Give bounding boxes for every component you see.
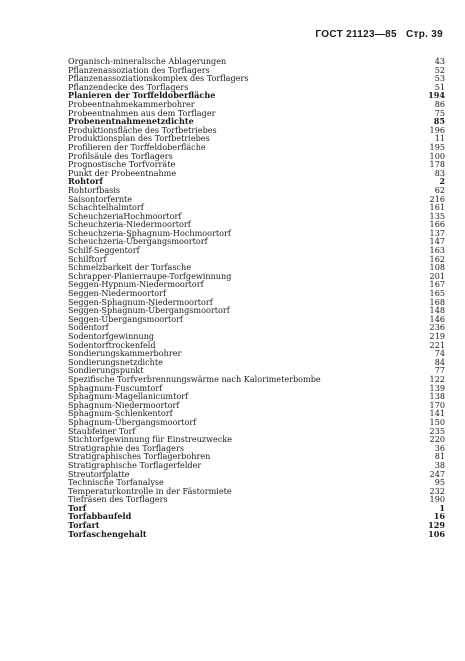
index-page-number: 161 [429, 202, 445, 213]
index-page-number: 141 [429, 408, 445, 419]
index-page-number: 178 [429, 159, 445, 170]
index-page-number: 137 [429, 227, 445, 238]
index-page-number: 53 [434, 73, 445, 84]
index-page-number: 81 [434, 451, 445, 462]
index-page-number: 135 [429, 210, 445, 221]
index-term: Scheuchzeria-Niedermoortorf [68, 219, 191, 230]
index-page-number: 38 [434, 459, 445, 470]
index-page-number: 85 [433, 116, 445, 127]
index-term: Staubfeiner Torf [68, 425, 136, 436]
index-page-number: 74 [434, 348, 445, 359]
index-term: Torfaschengehalt [68, 528, 147, 539]
index-page-number: 162 [429, 253, 445, 264]
index-page-number: 62 [434, 184, 445, 195]
index-term: Planieren der Torffeldoberfläche [68, 90, 216, 101]
term-index [68, 57, 445, 538]
index-entry [68, 246, 445, 255]
index-entry [68, 530, 445, 539]
index-term: Sondierungskammerbohrer [68, 348, 182, 359]
index-entry [68, 177, 445, 186]
index-term: Probeentnahmekammerbohrer [68, 98, 195, 109]
index-page-number: 75 [434, 107, 445, 118]
index-term: Seggen-Übergangsmoortorf [68, 313, 183, 324]
index-term: Pflanzenassoziationskomplex des Torflagers [68, 73, 249, 84]
index-page-number: 170 [429, 399, 445, 410]
index-term: Stratigraphisches Torflagerbohren [68, 451, 211, 462]
index-term: Sondierungspunkt [68, 365, 144, 376]
index-entry [68, 512, 445, 521]
index-term: Stratigraphische Torflagerfelder [68, 459, 202, 470]
page-number: Стр. 39 [405, 29, 443, 40]
index-page-number: 11 [434, 133, 445, 144]
index-term: Torfart [68, 520, 100, 531]
index-page-number: 168 [429, 296, 445, 307]
standard-number: ГОСТ 21123—85 [315, 29, 397, 40]
index-term: Tiefräsen des Torflagers [68, 494, 168, 505]
index-term: Probenentnahmenetzdichte [68, 116, 194, 127]
index-page-number: 16 [433, 511, 445, 522]
index-page-number: 36 [434, 442, 445, 453]
index-term: Stratigraphie des Torflagers [68, 442, 184, 453]
index-term: Schachtelhalmtorf [68, 202, 144, 213]
index-term: Seggen-Hypnum-Niedermoortorf [68, 279, 204, 290]
index-page-number: 1 [439, 502, 445, 513]
index-page-number: 148 [429, 305, 445, 316]
index-term: Probeentnahmen aus dem Torflager [68, 107, 216, 118]
index-term: Sphagnum-Magellanicumtorf [68, 391, 189, 402]
index-term: Stichtorfgewinnung für Einstreuzwecke [68, 434, 233, 445]
index-term: Scheuchzeria-Übergangsmoortorf [68, 236, 208, 247]
index-page-number: 196 [429, 124, 445, 135]
index-page-number: 95 [434, 477, 445, 488]
index-term: Profilsäule des Torflagers [68, 150, 173, 161]
index-page-number: 166 [429, 219, 445, 230]
index-term: Sodentorfgewinnung [68, 331, 155, 341]
index-term: Schrapper-Planierraupe-Torfgewinnung [68, 270, 232, 281]
index-term: Rohtorfbasis [68, 184, 121, 195]
index-term: Seggen-Niedermoortorf [68, 288, 167, 299]
index-page-number: 139 [429, 382, 445, 393]
index-page-number: 235 [429, 425, 445, 436]
index-term: Seggen-Sphagnum-Übergangsmoortorf [68, 305, 230, 316]
index-page-number: 106 [428, 528, 445, 539]
index-page-number: 52 [434, 64, 445, 75]
index-page-number: 190 [429, 494, 445, 505]
index-page-number: 163 [429, 245, 445, 256]
index-term: Schmelzbarkeit der Torfasche [68, 262, 192, 273]
index-term: Organisch-mineralische Ablagerungen [68, 56, 227, 66]
index-term: Saisontorfernte [68, 193, 133, 204]
index-page-number: 138 [429, 391, 445, 402]
index-term: Pflanzendecke des Torflagers [68, 81, 189, 92]
index-page-number: 77 [434, 365, 445, 376]
index-page-number: 122 [429, 373, 445, 384]
index-term: Temperaturkontrolle in der Fästormiete [68, 485, 232, 496]
index-term: Spezifische Torfverbrennungswärme nach Kalorimeterbombe [68, 373, 321, 384]
index-page-number: 167 [429, 279, 445, 290]
page-header [309, 29, 443, 40]
index-term: Sondierungsnetzdichte [68, 356, 163, 367]
index-term: Schilf-Seggentorf [68, 245, 140, 256]
index-page-number: 2 [439, 176, 445, 187]
index-term: Sphagnum-Übergangsmoortorf [68, 416, 197, 427]
index-page-number: 221 [429, 339, 445, 350]
index-page-number: 146 [429, 313, 445, 324]
index-term: Torf [68, 502, 87, 513]
index-term: Sphagnum-Fuscumtorf [68, 382, 163, 393]
index-term: Punkt der Probeentnahme [68, 167, 177, 178]
index-term: Torfabbaufeld [68, 511, 132, 522]
index-term: Sodentorf [68, 322, 109, 333]
index-page-number: 108 [429, 262, 445, 273]
index-page-number: 201 [429, 270, 445, 281]
index-term: ScheuchzeriaHochmoortorf [68, 210, 182, 221]
index-term: Scheuchzeria-Sphagnum-Hochmoortorf [68, 227, 231, 238]
index-page-number: 51 [434, 81, 445, 92]
index-entry [68, 169, 445, 178]
index-page-number: 100 [429, 150, 445, 161]
index-page-number: 147 [429, 236, 445, 247]
index-term: Sphagnum-Niedermoortorf [68, 399, 180, 410]
index-page-number: 247 [429, 468, 445, 479]
index-page-number: 83 [434, 167, 445, 178]
index-term: Sodentorftrockenfeld [68, 339, 156, 350]
index-term: Prognostische Torfvorräte [68, 159, 176, 170]
index-term: Technische Torfanalyse [68, 477, 164, 488]
index-page-number: 165 [429, 288, 445, 299]
index-page-number: 219 [429, 331, 445, 341]
index-page-number: 236 [429, 322, 445, 333]
index-term: Pflanzenassoziation des Torflagers [68, 64, 210, 75]
index-page-number: 232 [429, 485, 445, 496]
index-page-number: 194 [428, 90, 445, 101]
index-entry [68, 315, 445, 324]
index-term: Sphagnum-Schlenkentorf [68, 408, 173, 419]
index-page-number: 150 [429, 416, 445, 427]
index-page-number: 220 [429, 434, 445, 445]
index-term: Profilieren der Torffeldoberfläche [68, 141, 206, 152]
index-term: Schilftorf [68, 253, 107, 264]
index-page-number: 84 [434, 356, 445, 367]
index-term: Seggen-Sphagnum-Niedermoortorf [68, 296, 213, 307]
index-page-number: 43 [434, 56, 445, 66]
index-page-number: 129 [428, 520, 445, 531]
index-term: Produktionsfläche des Torfbetriebes [68, 124, 217, 135]
index-page-number: 86 [434, 98, 445, 109]
index-term: Rohtorf [68, 176, 103, 187]
index-term: Produktionsplan des Torfbetriebes [68, 133, 210, 144]
index-page-number: 195 [429, 141, 445, 152]
index-page-number: 216 [429, 193, 445, 204]
index-entry [68, 495, 445, 504]
index-term: Streutorfplatte [68, 468, 130, 479]
